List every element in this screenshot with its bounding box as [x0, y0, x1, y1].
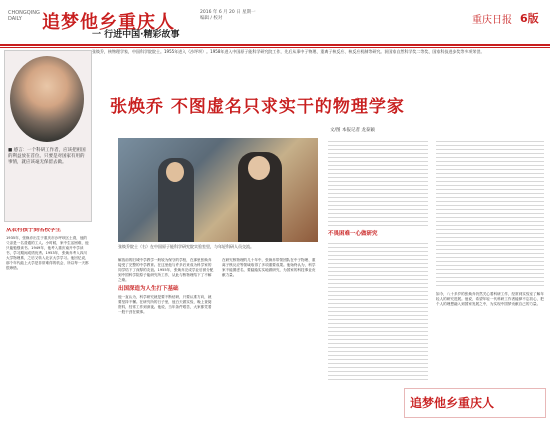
text-block-right-2: [328, 240, 428, 380]
issue-date: 2016 年 6 月 20 日 星期一: [200, 10, 256, 15]
column-2: [118, 258, 214, 386]
text-block-right-3: [436, 138, 544, 288]
text-block-right-1: [328, 138, 428, 228]
city-label: CHONGQING DAILY: [8, 10, 40, 22]
portrait-photo: [10, 56, 84, 142]
column-1: [6, 228, 90, 388]
portrait-caption: ■ 感言：一个科研工作者，应该把祖国的利益放在首位。只要是对国家有用的事情，就应该毫无保留去做。: [8, 148, 86, 165]
column-1-text: 1935年，张焕乔出生于重庆市沙坪坝区土湾，他的父亲是一名普通的工人。小时候，家中生活困难，他只能勉强读书。1949年，他考入重庆南开中学读书，学习期间成绩优秀。1953年，张焕乔考入四川大学物理系，之后又转入北京大学学习。他回忆说，那个年代能上大学是非常难得的机会，所以每一天都很珍惜。: [6, 236, 89, 270]
page-logo: 追梦他乡重庆人: [42, 12, 175, 33]
column-4-text: 在研究核物理的几十年中，张焕乔带领团队在中子物理、重离子核反应等领域取得了多项重要成果。他始终认为，科学家不能图虚名，要踏踏实实地做研究，为国家的科技事业贡献力量。: [222, 258, 316, 277]
date-line: [200, 10, 256, 22]
section-title: 一 行进中国·精彩故事: [92, 30, 180, 40]
column-5: [436, 138, 544, 384]
page-number: 6版: [520, 12, 539, 25]
subhead-3: 不畏困难一心做研究: [328, 231, 378, 237]
column-3: [222, 258, 318, 386]
subhead-1: 从农村孩子到名校学生: [6, 228, 62, 233]
byline: 文/图 本报记者 龙泰颖: [330, 128, 375, 133]
column-3-text: 他一直认为，科学研究就是要不断钻研，只要认准方向，就要坚持不懈。在研究所的日子里，他白天做实验，晚上查阅资料，经常工作到深夜。他说，当年条件艰苦，大家都凭着一股干劲在做事。: [118, 295, 212, 314]
newspaper-logo: 重庆日报: [472, 15, 512, 26]
footer-logo: 追梦他乡重庆人: [410, 396, 495, 410]
column-4: [328, 138, 428, 386]
masthead: [0, 0, 550, 46]
header-divider-thin: [0, 47, 550, 48]
photo-face-right: [248, 156, 270, 180]
column-5-text: 如今，八十多岁的张焕乔仍然关心着科研工作，经常到实验室了解年轻人的研究进展。他说，希望年轻一代科研工作者能够不忘初心，把个人的理想融入到国家发展之中，为实现中国梦贡献自己的力量。: [436, 292, 544, 306]
photo-caption: 张焕乔院士（右）在中国原子能科学研究院实验室里，与年轻科研人员交流。: [118, 244, 254, 249]
article-photo: [118, 138, 318, 242]
header-divider: [0, 44, 550, 46]
headline: 张焕乔 不图虚名只求实干的物理学家: [110, 97, 405, 117]
subhead-2: 出国深造为人生打下基础: [118, 286, 179, 292]
photo-face-left: [166, 162, 184, 182]
editor-line: 编辑 / 校对: [200, 16, 223, 21]
intro-text: 张焕乔，核物理学家，中国科学院院士。1955年进入（沙坪坝）。1958年进入中国原子能科学研究院工作，先后从事中子物理、重离子核反应、核反应机制等研究。获国家自然科学奖二等奖、国家科技进步奖等多项荣誉。: [92, 49, 485, 54]
column-2-text: 解放前的旧城中学教学一般较为保守的学校，在那里张焕乔接受了完整的中学教育。在这里他与许多后来成为科学家的同学结下了深厚的友谊。1955年，张焕乔完成学业后被分配到中国科学院原子能研究所工作，从此与核物理结下了不解之缘。: [118, 258, 214, 282]
